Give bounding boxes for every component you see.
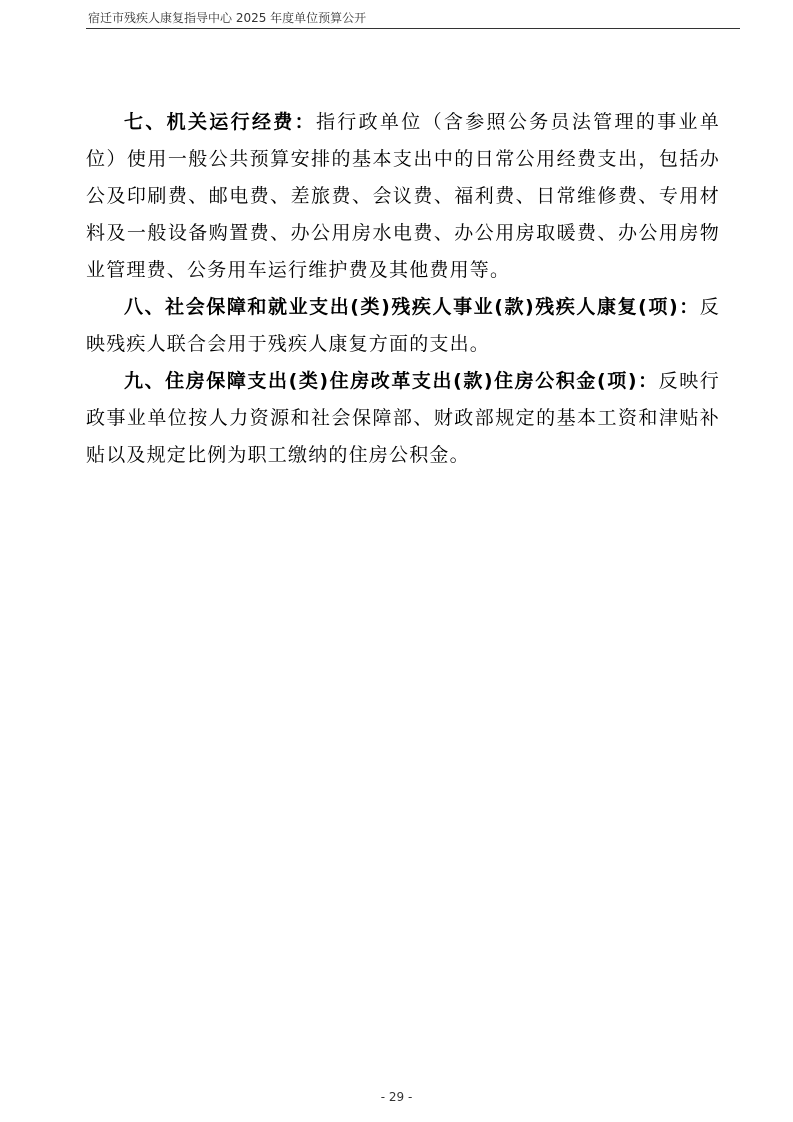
document-body [86, 104, 720, 474]
paragraph-text: 指行政单位（含参照公务员法管理的事业单位）使用一般公共预算安排的基本支出中的日常公用经费支出，包括办公及印刷费、邮电费、差旅费、会议费、福利费、日常维修费、专用材料及一般设备购置费、办公用房水电费、办公用房取暖费、办公用房物业管理费、公务用车运行维护费及其他费用等。 [86, 111, 720, 281]
page-header-title: 宿迁市残疾人康复指导中心 2025 年度单位预算公开 [88, 11, 367, 25]
page-number: - 29 - [380, 1090, 413, 1104]
paragraph-admin-operating-expenses [86, 104, 720, 289]
paragraph-heading: 七、机关运行经费： [124, 111, 316, 133]
paragraph-text: 反映行政事业单位按人力资源和社会保障部、财政部规定的基本工资和津贴补贴以及规定比例为职工缴纳的住房公积金。 [86, 370, 720, 466]
header-divider [86, 28, 740, 29]
paragraph-disability-rehabilitation [86, 289, 720, 363]
paragraph-heading: 九、住房保障支出(类)住房改革支出(款)住房公积金(项)： [124, 370, 659, 392]
paragraph-text: 反映残疾人联合会用于残疾人康复方面的支出。 [86, 296, 720, 355]
paragraph-housing-provident-fund [86, 363, 720, 474]
paragraph-heading: 八、社会保障和就业支出(类)残疾人事业(款)残疾人康复(项)： [124, 296, 700, 318]
